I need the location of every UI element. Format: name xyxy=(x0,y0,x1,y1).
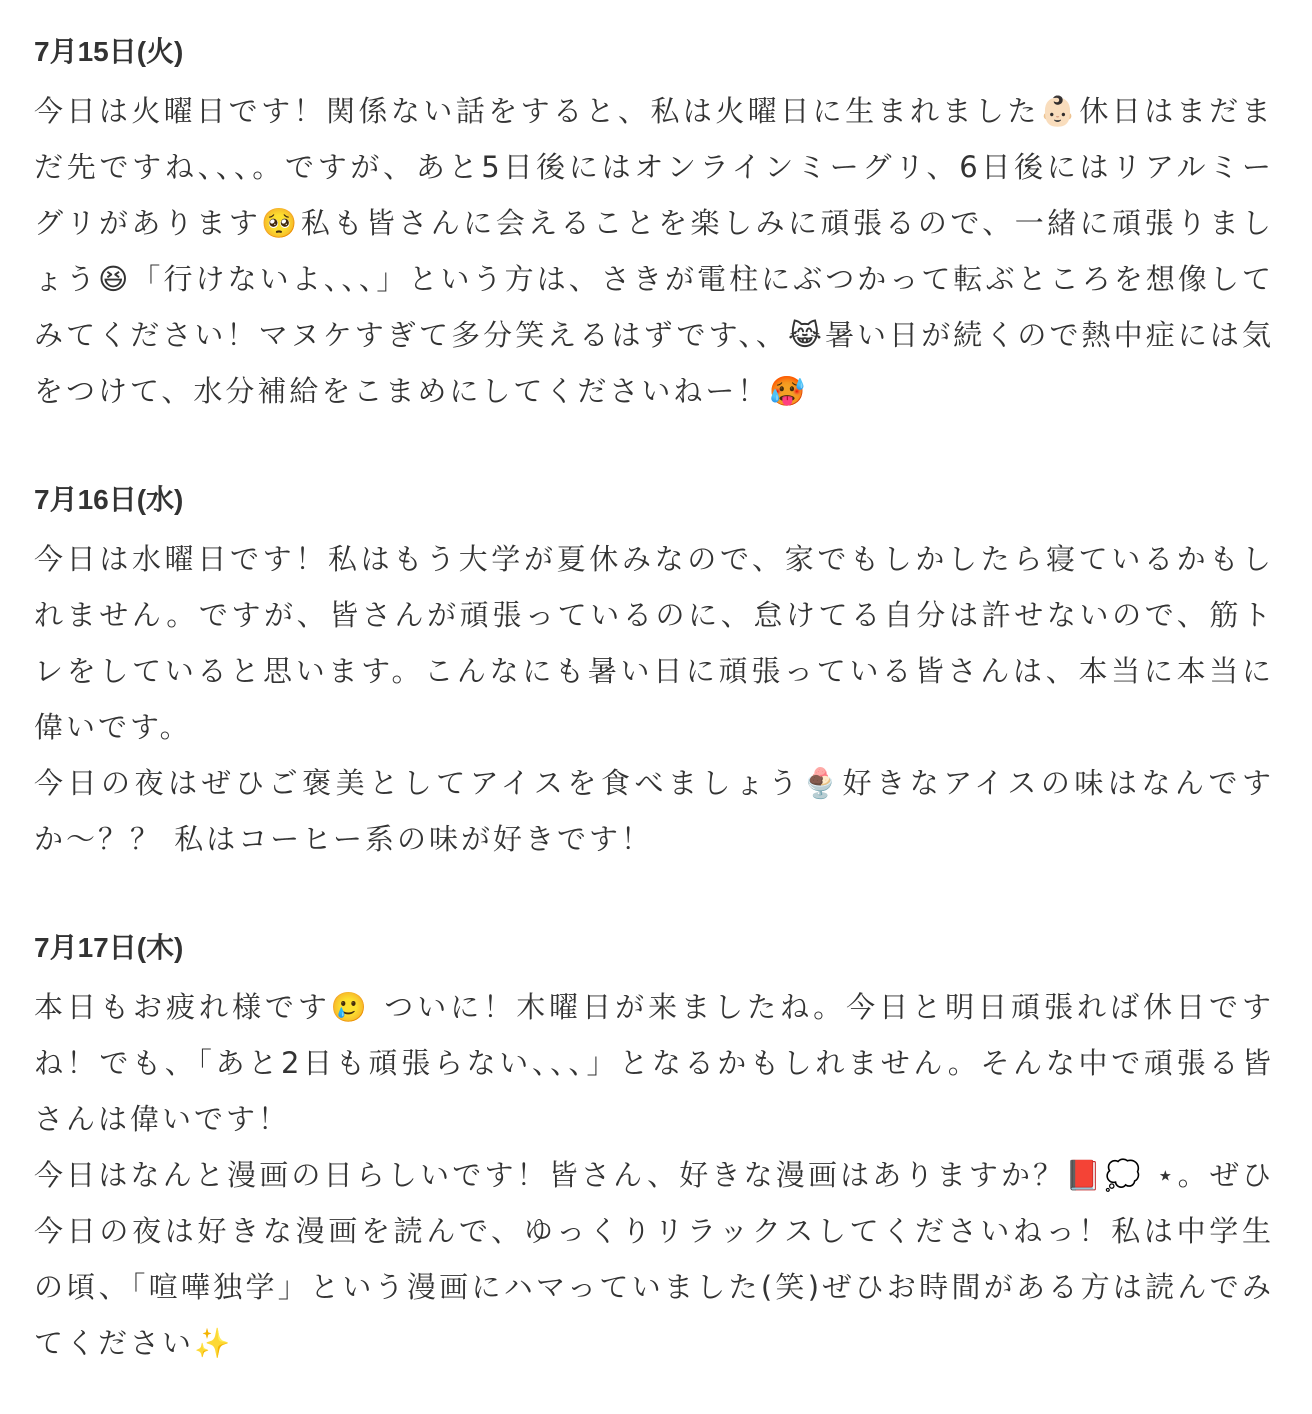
entry-date: 7月15日(火) xyxy=(34,36,184,67)
diary-entry-0715 xyxy=(34,32,1274,419)
entry-paragraph: 今日は火曜日です！関係ない話をすると、私は火曜日に生まれました👶🏻休日はまだまだ先ですね、、、。ですが、あと5日後にはオンラインミーグリ、6日後にはリアルミーグリがあります🥺私も皆さんに会えることを楽しみに頑張るので、一緒に頑張りましょう😆「行けないよ、、、」という方は、さきが電柱にぶつかって転ぶところを想像してみてください！マヌケすぎて多分笑えるはずです、、😹暑い日が続くので熱中症には気をつけて、水分補給をこまめにしてくださいねー！🥵 xyxy=(34,94,1274,408)
entry-paragraph: 本日もお疲れ様です🥲 ついに！木曜日が来ましたね。今日と明日頑張れば休日ですね！でも、「あと2日も頑張らない、、、」となるかもしれません。そんな中で頑張る皆さんは偉いです！ xyxy=(34,990,1274,1136)
entry-paragraph: 今日はなんと漫画の日らしいです！皆さん、好きな漫画はありますか？📕💭 ⋆。ぜひ今日の夜は好きな漫画を読んで、ゆっくりリラックスしてくださいねっ！私は中学生の頃、「喧嘩独学」という漫画にハマっていました(笑)ぜひお時間がある方は読んでみてください✨ xyxy=(34,1158,1274,1360)
entry-paragraph: 今日の夜はぜひご褒美としてアイスを食べましょう🍨好きなアイスの味はなんですか〜？？ 私はコーヒー系の味が好きです！ xyxy=(34,766,1274,856)
entry-paragraph: 今日は水曜日です！私はもう大学が夏休みなので、家でもしかしたら寝ているかもしれません。ですが、皆さんが頑張っているのに、怠けてる自分は許せないので、筋トレをしていると思います。こんなにも暑い日に頑張っている皆さんは、本当に本当に偉いです。 xyxy=(34,542,1274,744)
entry-body xyxy=(34,979,1274,1371)
entry-body xyxy=(34,531,1274,867)
entry-date: 7月16日(水) xyxy=(34,484,184,515)
entry-body xyxy=(34,83,1274,419)
entry-date: 7月17日(木) xyxy=(34,932,184,963)
diary-entry-0717 xyxy=(34,928,1274,1371)
diary-entry-0716 xyxy=(34,480,1274,867)
